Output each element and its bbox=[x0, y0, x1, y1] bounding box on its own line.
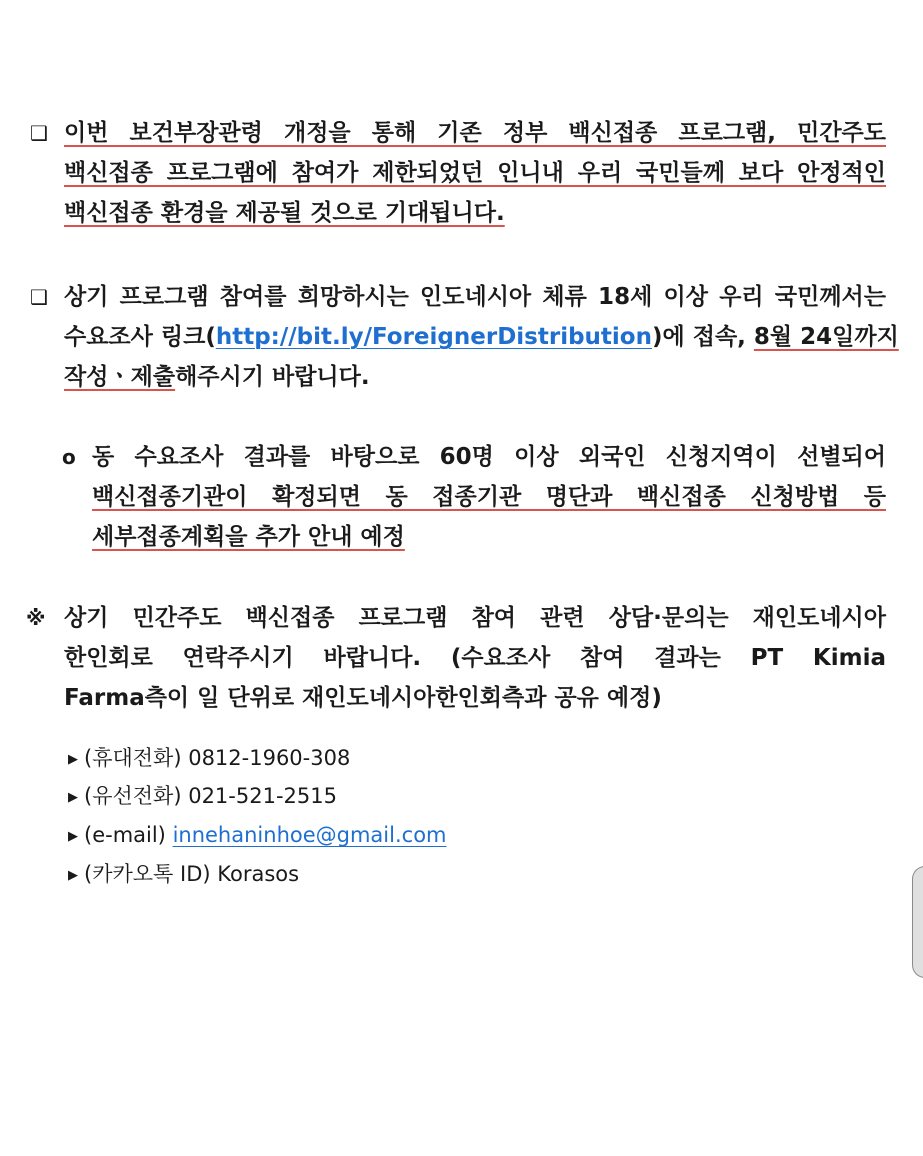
contact-landline: ▶ (유선전화) 021-521-2515 bbox=[68, 781, 337, 813]
note-line: Farma측이 일 단위로 재인도네시아한인회측과 공유 예정) bbox=[64, 685, 662, 711]
square-bullet-icon: ❑ bbox=[30, 121, 48, 145]
paragraph-line: 상기 프로그램 참여를 희망하시는 인도네시아 체류 18세 이상 우리 국민께서는 bbox=[64, 284, 886, 310]
paragraph-line: 백신접종 프로그램에 참여가 제한되었던 인니내 우리 국민들께 보다 안정적인 bbox=[64, 160, 886, 186]
email-link[interactable]: innehaninhoe@gmail.com bbox=[172, 823, 447, 847]
triangle-bullet-icon: ▶ bbox=[68, 829, 78, 844]
contact-email bbox=[68, 820, 447, 852]
triangle-bullet-icon: ▶ bbox=[68, 868, 78, 883]
paragraph-text: 해주시기 바랍니다. bbox=[175, 364, 370, 390]
deadline-text: 8월 24일까지 bbox=[753, 324, 899, 350]
paragraph-line: 백신접종 환경을 제공될 것으로 기대됩니다. bbox=[64, 200, 505, 226]
triangle-bullet-icon: ▶ bbox=[68, 752, 78, 767]
paragraph-line: 세부접종계획을 추가 안내 예정 bbox=[92, 524, 405, 550]
note-line: 상기 민간주도 백신접종 프로그램 참여 관련 상담·문의는 재인도네시아 bbox=[64, 605, 886, 631]
paragraph-line bbox=[64, 361, 370, 393]
square-bullet-icon: ❑ bbox=[30, 285, 48, 309]
paragraph-line: 동 수요조사 결과를 바탕으로 60명 이상 외국인 신청지역이 선별되어 bbox=[92, 444, 886, 470]
survey-link-prefix: 수요조사 링크(http://bit.ly/ForeignerDistribution)에 접속, bbox=[64, 324, 754, 350]
paragraph-line: 이번 보건부장관령 개정을 통해 기존 정부 백신접종 프로그램, 민간주도 bbox=[64, 120, 886, 146]
paragraph-line: 백신접종기관이 확정되면 동 접종기관 명단과 백신접종 신청방법 등 bbox=[92, 484, 886, 510]
survey-link[interactable]: http://bit.ly/ForeignerDistribution bbox=[215, 324, 652, 350]
reference-mark-icon: ※ bbox=[26, 606, 46, 630]
contact-kakao: ▶ (카카오톡 ID) Korasos bbox=[68, 859, 299, 891]
scroll-handle[interactable] bbox=[912, 866, 923, 978]
paragraph-line bbox=[64, 321, 899, 353]
circle-bullet-icon: o bbox=[62, 445, 76, 469]
submit-text: 작성ㆍ제출 bbox=[64, 364, 176, 390]
email-label: (e-mail) bbox=[84, 823, 173, 847]
note-line: 한인회로 연락주시기 바랍니다. (수요조사 참여 결과는 PT Kimia bbox=[64, 645, 886, 671]
contact-mobile: ▶ (휴대전화) 0812-1960-308 bbox=[68, 743, 350, 775]
triangle-bullet-icon: ▶ bbox=[68, 790, 78, 805]
